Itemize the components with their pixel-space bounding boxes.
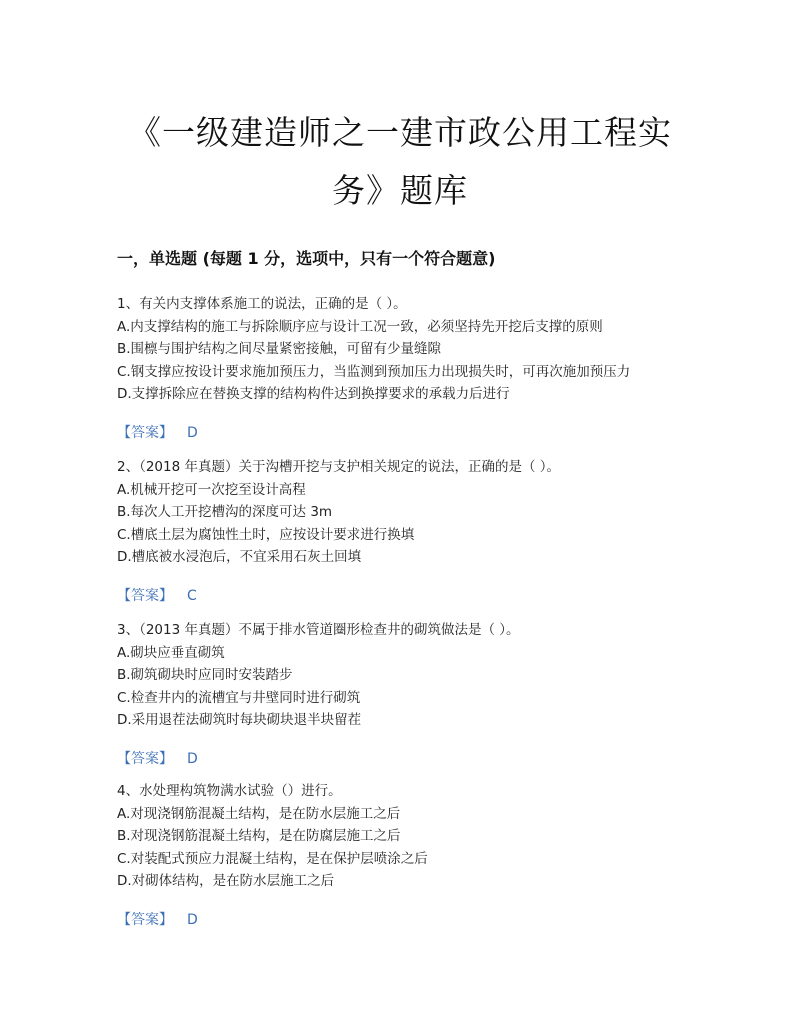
question-4 <box>117 780 717 931</box>
question-stem: 2、（2018 年真题）关于沟槽开挖与支护相关规定的说法，正确的是（ ）。 <box>117 459 561 475</box>
answer-row <box>117 422 717 444</box>
question-stem: 3、（2013 年真题）不属于排水管道圈形检查井的砌筑做法是（ ）。 <box>117 622 520 638</box>
answer-label: 【答案】 <box>117 911 173 928</box>
answer-row <box>117 909 717 931</box>
option-a: A.对现浇钢筋混凝土结构，是在防水层施工之后 <box>117 805 401 822</box>
option-a: A.内支撑结构的施工与拆除顺序应与设计工况一致，必须坚持先开挖后支撑的原则 <box>117 318 603 335</box>
section-heading: 一，单选题 (每题 1 分，选项中，只有一个符合题意) <box>117 249 496 268</box>
option-b: B.砌筑砌块时应同时安装踏步 <box>117 667 293 683</box>
option-b: B.对现浇钢筋混凝土结构，是在防腐层施工之后 <box>117 828 401 844</box>
answer-row <box>117 585 717 607</box>
option-d: D.槽底被水浸泡后，不宜采用石灰土回填 <box>117 549 362 565</box>
option-c: C.钢支撑应按设计要求施加预压力，当监测到预加压力出现损失时，可再次施加预压力 <box>117 363 631 380</box>
question-2 <box>117 456 717 607</box>
option-d: D.采用退茬法砌筑时每块砌块退半块留茬 <box>117 712 362 728</box>
option-c: C.检查井内的流槽宜与井壁同时进行砌筑 <box>117 689 361 706</box>
option-c: C.对装配式预应力混凝土结构，是在保护层喷涂之后 <box>117 850 428 867</box>
option-a: A.机械开挖可一次挖至设计高程 <box>117 481 306 498</box>
answer-value: C <box>187 587 197 604</box>
option-a: A.砌块应垂直砌筑 <box>117 644 225 661</box>
option-d: D.支撑拆除应在替换支撑的结构构件达到换撑要求的承载力后进行 <box>117 386 510 402</box>
option-b: B.围檩与围护结构之间尽量紧密接触，可留有少量缝隙 <box>117 341 442 357</box>
answer-value: D <box>187 750 198 767</box>
question-stem: 4、水处理构筑物满水试验（）进行。 <box>117 783 342 799</box>
document-title <box>110 104 690 220</box>
title-line-1: 《一级建造师之一建市政公用工程实 <box>128 113 672 152</box>
option-c: C.槽底土层为腐蚀性土时，应按设计要求进行换填 <box>117 526 415 543</box>
answer-value: D <box>187 424 198 441</box>
answer-label: 【答案】 <box>117 750 173 767</box>
option-b: B.每次人工开挖槽沟的深度可达 3m <box>117 504 333 520</box>
answer-label: 【答案】 <box>117 424 173 441</box>
question-3 <box>117 619 717 770</box>
question-stem: 1、有关内支撑体系施工的说法，正确的是（ ）。 <box>117 296 407 312</box>
question-1 <box>117 293 717 444</box>
answer-row <box>117 748 717 770</box>
title-line-2: 务》题库 <box>332 171 468 210</box>
option-d: D.对砌体结构，是在防水层施工之后 <box>117 873 335 889</box>
answer-value: D <box>187 911 198 928</box>
answer-label: 【答案】 <box>117 587 173 604</box>
